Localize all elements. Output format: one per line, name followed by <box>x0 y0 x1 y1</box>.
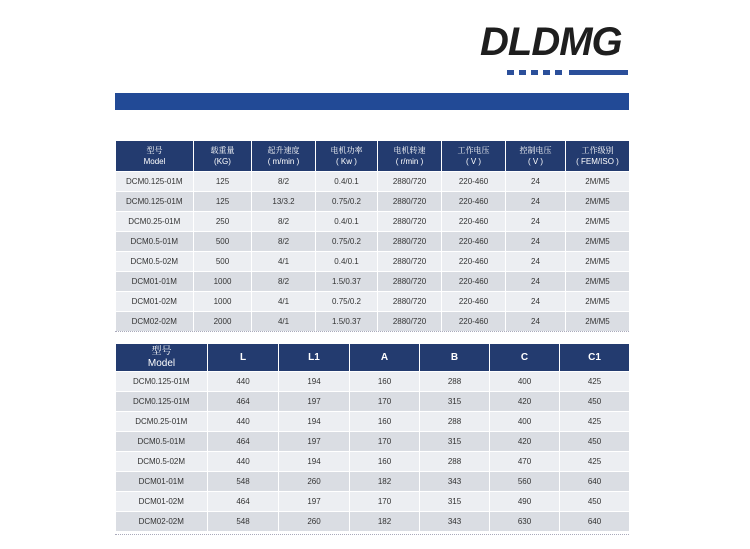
value-cell: 2880/720 <box>378 212 442 232</box>
value-cell: 170 <box>350 432 420 452</box>
column-header-label: 电机转速 <box>393 146 426 155</box>
value-cell: 220-460 <box>442 232 506 252</box>
table-row <box>116 412 630 432</box>
value-cell: 2M/M5 <box>566 272 630 292</box>
value-cell: 13/3.2 <box>252 192 316 212</box>
model-cell: DCM01-01M <box>116 272 194 292</box>
value-cell: 8/2 <box>252 232 316 252</box>
dimensions-table <box>115 343 630 532</box>
column-header <box>194 141 252 172</box>
value-cell: 2M/M5 <box>566 172 630 192</box>
value-cell: 260 <box>279 512 350 532</box>
value-cell: 160 <box>350 452 420 472</box>
value-cell: 440 <box>208 412 279 432</box>
value-cell: 1000 <box>194 292 252 312</box>
value-cell: 125 <box>194 192 252 212</box>
value-cell: 4/1 <box>252 252 316 272</box>
value-cell: 182 <box>350 472 420 492</box>
value-cell: 0.4/0.1 <box>316 212 378 232</box>
value-cell: 220-460 <box>442 192 506 212</box>
model-cell: DCM01-02M <box>116 492 208 512</box>
column-header <box>506 141 566 172</box>
value-cell: 500 <box>194 232 252 252</box>
value-cell: 197 <box>279 492 350 512</box>
column-header-label: ( Kw ) <box>336 157 357 166</box>
value-cell: 490 <box>490 492 560 512</box>
model-cell: DCM0.25-01M <box>116 412 208 432</box>
value-cell: 260 <box>279 472 350 492</box>
table-row <box>116 392 630 412</box>
column-header-label: 型号 <box>151 345 172 357</box>
value-cell: 2880/720 <box>378 312 442 332</box>
value-cell: 220-460 <box>442 292 506 312</box>
divider <box>115 330 629 332</box>
value-cell: 288 <box>420 412 490 432</box>
value-cell: 500 <box>194 252 252 272</box>
model-cell: DCM0.5-02M <box>116 252 194 272</box>
table-row <box>116 472 630 492</box>
value-cell: 2000 <box>194 312 252 332</box>
column-header <box>316 141 378 172</box>
value-cell: 24 <box>506 192 566 212</box>
column-header-label: 工作级别 <box>581 146 614 155</box>
value-cell: 288 <box>420 372 490 392</box>
value-cell: 464 <box>208 392 279 412</box>
value-cell: 8/2 <box>252 172 316 192</box>
table-row <box>116 312 630 332</box>
value-cell: 4/1 <box>252 312 316 332</box>
column-header-label: ( FEM/ISO ) <box>576 157 619 166</box>
value-cell: 2880/720 <box>378 292 442 312</box>
value-cell: 425 <box>560 412 630 432</box>
column-header-label: 电机功率 <box>330 146 363 155</box>
table-row <box>116 372 630 392</box>
table-row <box>116 292 630 312</box>
value-cell: 1.5/0.37 <box>316 312 378 332</box>
column-header <box>378 141 442 172</box>
value-cell: 640 <box>560 512 630 532</box>
table-row <box>116 212 630 232</box>
value-cell: 548 <box>208 472 279 492</box>
value-cell: 0.75/0.2 <box>316 292 378 312</box>
value-cell: 24 <box>506 212 566 232</box>
value-cell: 197 <box>279 392 350 412</box>
column-header <box>252 141 316 172</box>
value-cell: 24 <box>506 252 566 272</box>
column-header <box>208 344 279 372</box>
value-cell: 160 <box>350 412 420 432</box>
value-cell: 24 <box>506 232 566 252</box>
column-header-label: 起升速度 <box>267 146 300 155</box>
column-header-label: Model <box>143 157 166 166</box>
value-cell: 250 <box>194 212 252 232</box>
value-cell: 2M/M5 <box>566 252 630 272</box>
value-cell: 220-460 <box>442 212 506 232</box>
value-cell: 464 <box>208 432 279 452</box>
value-cell: 440 <box>208 372 279 392</box>
value-cell: 315 <box>420 392 490 412</box>
column-header <box>116 141 194 172</box>
column-header-label: 型号 <box>146 146 163 155</box>
column-header <box>116 344 208 372</box>
column-header <box>279 344 350 372</box>
value-cell: 194 <box>279 372 350 392</box>
value-cell: 343 <box>420 512 490 532</box>
value-cell: 425 <box>560 372 630 392</box>
value-cell: 400 <box>490 412 560 432</box>
specs-table-header <box>116 141 630 172</box>
value-cell: 630 <box>490 512 560 532</box>
value-cell: 1.5/0.37 <box>316 272 378 292</box>
value-cell: 315 <box>420 492 490 512</box>
value-cell: 194 <box>279 412 350 432</box>
value-cell: 24 <box>506 312 566 332</box>
value-cell: 2M/M5 <box>566 192 630 212</box>
column-header-label: ( m/min ) <box>267 157 300 166</box>
value-cell: 288 <box>420 452 490 472</box>
value-cell: 2M/M5 <box>566 312 630 332</box>
value-cell: 470 <box>490 452 560 472</box>
column-header-label: 工作电压 <box>457 146 490 155</box>
value-cell: 400 <box>490 372 560 392</box>
model-cell: DCM02-02M <box>116 512 208 532</box>
column-header <box>566 141 630 172</box>
brand-logo: DLDMG <box>480 20 622 64</box>
value-cell: 170 <box>350 392 420 412</box>
value-cell: 0.4/0.1 <box>316 172 378 192</box>
table-row <box>116 452 630 472</box>
value-cell: 420 <box>490 392 560 412</box>
column-header-label: ( V ) <box>465 157 482 166</box>
value-cell: 197 <box>279 432 350 452</box>
header-banner <box>115 93 629 110</box>
column-header <box>560 344 630 372</box>
column-header-label: A <box>380 351 389 363</box>
value-cell: 464 <box>208 492 279 512</box>
value-cell: 4/1 <box>252 292 316 312</box>
value-cell: 1000 <box>194 272 252 292</box>
column-header-label: ( V ) <box>527 157 544 166</box>
dimensions-table-header <box>116 344 630 372</box>
model-cell: DCM0.125-01M <box>116 392 208 412</box>
value-cell: 8/2 <box>252 212 316 232</box>
column-header-label: Model <box>147 357 176 369</box>
value-cell: 2M/M5 <box>566 232 630 252</box>
table-row <box>116 232 630 252</box>
model-cell: DCM0.5-01M <box>116 232 194 252</box>
model-cell: DCM0.5-01M <box>116 432 208 452</box>
model-cell: DCM01-02M <box>116 292 194 312</box>
column-header <box>442 141 506 172</box>
table-row <box>116 432 630 452</box>
value-cell: 2880/720 <box>378 252 442 272</box>
value-cell: 315 <box>420 432 490 452</box>
value-cell: 182 <box>350 512 420 532</box>
specs-table <box>115 140 630 332</box>
value-cell: 440 <box>208 452 279 472</box>
logo-stripes <box>507 70 628 76</box>
value-cell: 450 <box>560 492 630 512</box>
value-cell: 2880/720 <box>378 172 442 192</box>
value-cell: 24 <box>506 292 566 312</box>
table-row <box>116 252 630 272</box>
column-header-label: L1 <box>308 351 320 363</box>
value-cell: 2M/M5 <box>566 292 630 312</box>
value-cell: 425 <box>560 452 630 472</box>
column-header-label: ( r/min ) <box>395 157 424 166</box>
value-cell: 194 <box>279 452 350 472</box>
table-row <box>116 512 630 532</box>
column-header-label: C1 <box>588 351 601 363</box>
column-header-label: 控制电压 <box>519 146 552 155</box>
model-cell: DCM02-02M <box>116 312 194 332</box>
value-cell: 0.75/0.2 <box>316 232 378 252</box>
value-cell: 8/2 <box>252 272 316 292</box>
model-cell: DCM0.125-01M <box>116 172 194 192</box>
value-cell: 560 <box>490 472 560 492</box>
model-cell: DCM0.25-01M <box>116 212 194 232</box>
model-cell: DCM0.125-01M <box>116 192 194 212</box>
value-cell: 2880/720 <box>378 232 442 252</box>
value-cell: 160 <box>350 372 420 392</box>
table-row <box>116 172 630 192</box>
value-cell: 450 <box>560 432 630 452</box>
value-cell: 2M/M5 <box>566 212 630 232</box>
column-header <box>420 344 490 372</box>
value-cell: 0.75/0.2 <box>316 192 378 212</box>
value-cell: 220-460 <box>442 172 506 192</box>
value-cell: 24 <box>506 272 566 292</box>
value-cell: 170 <box>350 492 420 512</box>
table-row <box>116 272 630 292</box>
value-cell: 2880/720 <box>378 192 442 212</box>
value-cell: 220-460 <box>442 272 506 292</box>
divider <box>115 533 629 535</box>
column-header-label: C <box>520 351 529 363</box>
column-header <box>490 344 560 372</box>
column-header <box>350 344 420 372</box>
model-cell: DCM01-01M <box>116 472 208 492</box>
table-row <box>116 192 630 212</box>
value-cell: 420 <box>490 432 560 452</box>
table-row <box>116 492 630 512</box>
column-header-label: L <box>239 351 247 363</box>
column-header-label: (KG) <box>214 157 231 166</box>
model-cell: DCM0.125-01M <box>116 372 208 392</box>
value-cell: 24 <box>506 172 566 192</box>
value-cell: 125 <box>194 172 252 192</box>
value-cell: 2880/720 <box>378 272 442 292</box>
column-header-label: 载重量 <box>210 146 235 155</box>
value-cell: 640 <box>560 472 630 492</box>
value-cell: 548 <box>208 512 279 532</box>
model-cell: DCM0.5-02M <box>116 452 208 472</box>
value-cell: 450 <box>560 392 630 412</box>
value-cell: 220-460 <box>442 252 506 272</box>
value-cell: 220-460 <box>442 312 506 332</box>
value-cell: 343 <box>420 472 490 492</box>
value-cell: 0.4/0.1 <box>316 252 378 272</box>
column-header-label: B <box>450 351 459 363</box>
